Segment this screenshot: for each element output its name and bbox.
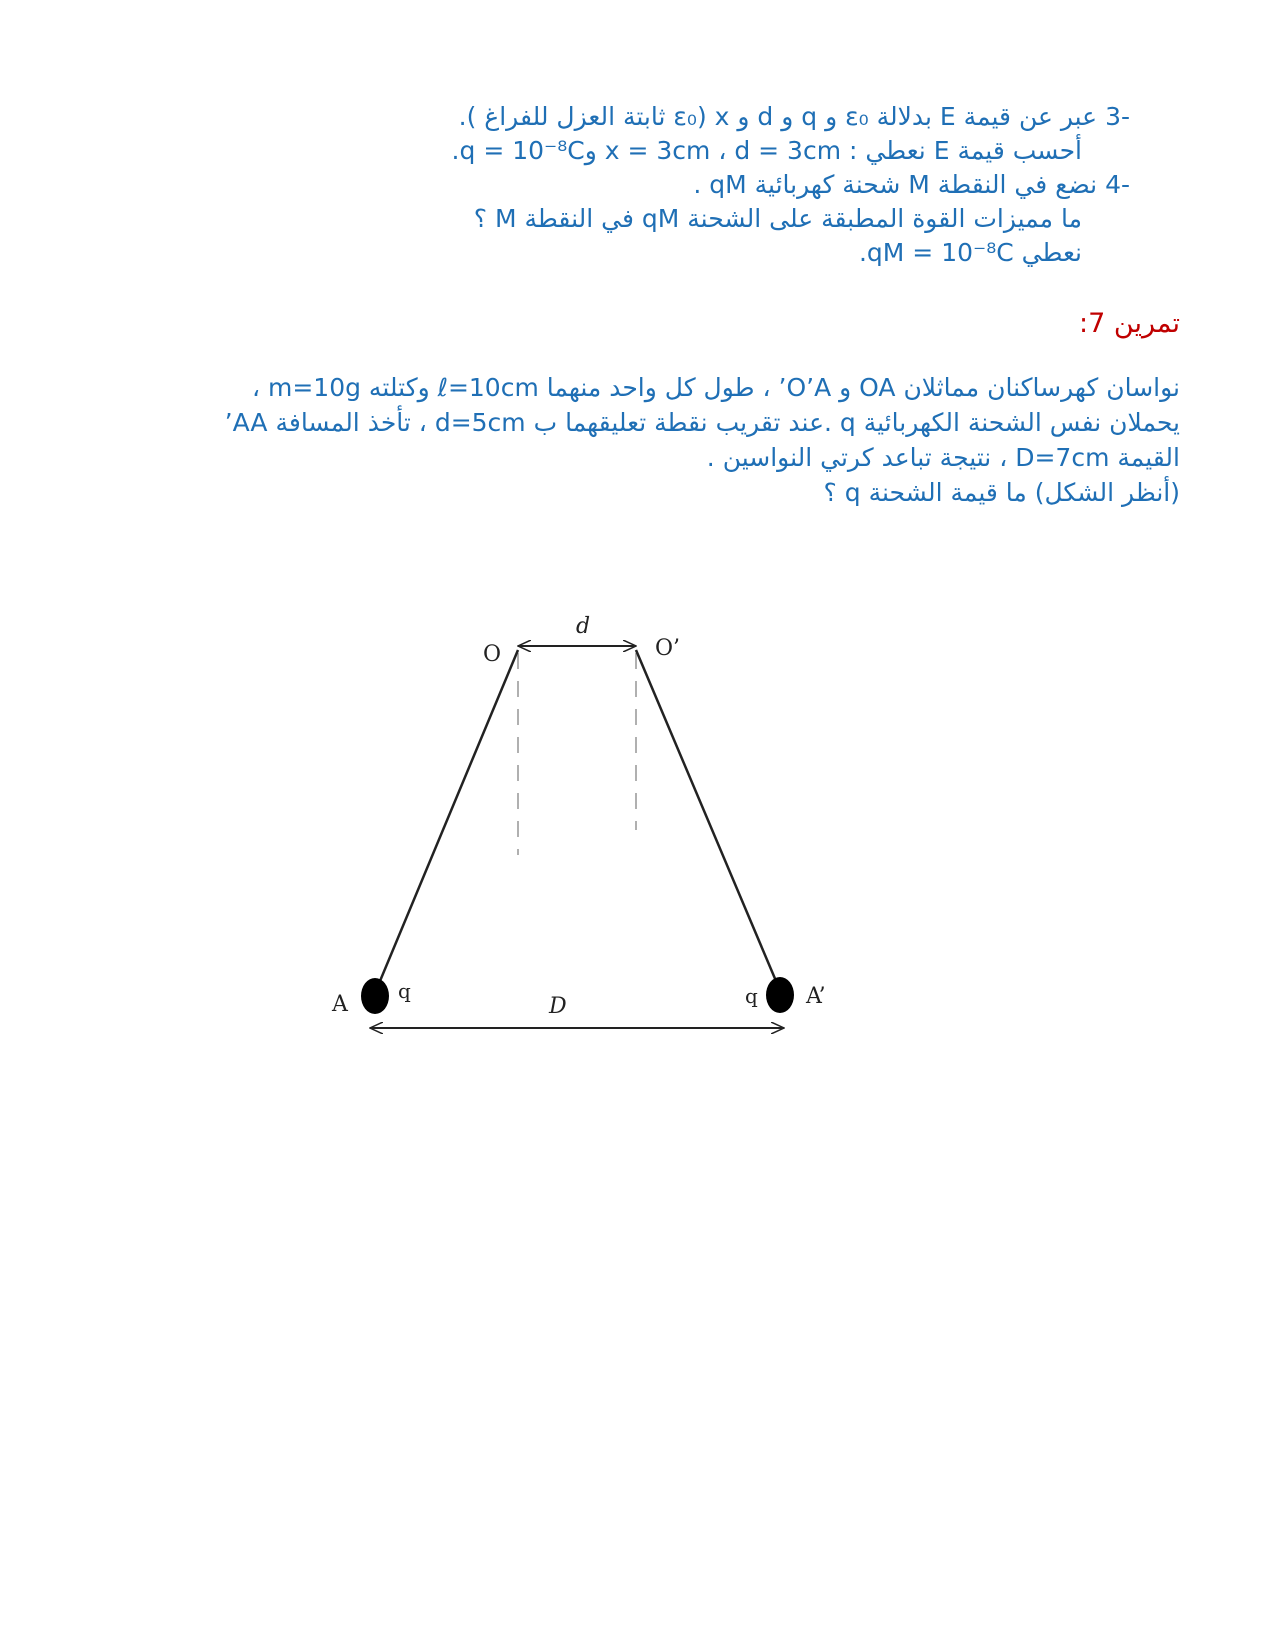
question-text: نضع في النقطة M شحنة كهربائية qM . <box>693 170 1098 199</box>
question-3 <box>330 100 1130 168</box>
exercise-statement <box>98 370 1180 510</box>
string-OA <box>380 650 518 981</box>
exercise-line: القيمة D=7cm ، نتيجة تباعد كرتي النواسين . <box>706 443 1180 472</box>
question-number: -4 <box>1105 170 1130 199</box>
label-q-right: q <box>745 984 758 1008</box>
question-3-line-1 <box>330 100 1130 134</box>
ball-A <box>361 978 389 1014</box>
exercise-line: نواسان كهرساكنان مماثلان OA و O’A’ ، طول كل واحد منهما ℓ=10cm وكتلته m=10g ، <box>251 373 1180 402</box>
label-q-left: q <box>398 979 411 1003</box>
question-4-line-1 <box>330 168 1130 202</box>
question-number: -3 <box>1105 102 1130 131</box>
exercise-line: (أنظر الشكل) ما قيمة الشحنة q ؟ <box>823 478 1180 507</box>
label-d: d <box>576 614 591 639</box>
pendulum-diagram <box>318 605 858 1055</box>
exercise-title: تمرين 7: <box>1079 308 1180 339</box>
pendulum-figure <box>318 605 858 1055</box>
string-O-prime-A-prime <box>636 650 776 981</box>
label-O-prime: O’ <box>655 636 681 661</box>
ball-A-prime <box>766 977 794 1013</box>
question-4-line-3: نعطي qM = 10⁻⁸C. <box>858 238 1082 267</box>
question-4-line-2: ما مميزات القوة المطبقة على الشحنة qM في النقطة M ؟ <box>473 204 1082 233</box>
label-A-prime: A’ <box>806 984 826 1009</box>
label-O: O <box>483 642 502 667</box>
question-text: عبر عن قيمة E بدلالة ε₀ و q و d و x (ε₀ ثابتة العزل للفراغ ). <box>458 102 1098 131</box>
question-3-line-2: أحسب قيمة E نعطي : x = 3cm ، d = 3cm وq = 10⁻⁸C. <box>451 136 1082 165</box>
exercise-line: يحملان نفس الشحنة الكهربائية q .عند تقريب نقطة تعليقهما ب d=5cm ، تأخذ المسافة AA’ <box>224 408 1180 437</box>
label-A: A <box>332 992 348 1017</box>
question-4 <box>330 168 1130 270</box>
label-D: D <box>549 994 567 1019</box>
